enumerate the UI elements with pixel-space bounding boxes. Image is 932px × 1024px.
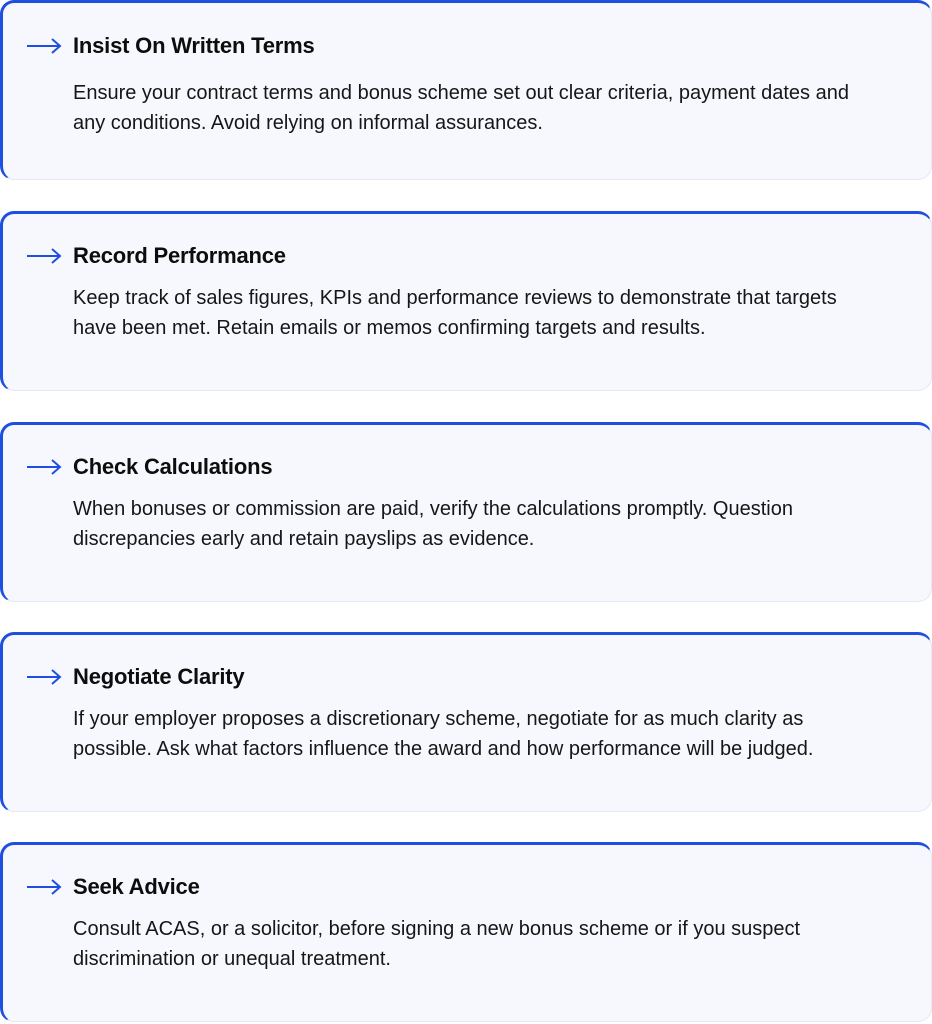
tip-body: If your employer proposes a discretionary scheme, negotiate for as much clarity as possible. Ask what factors influence the award and how performance will be judged. <box>73 708 814 760</box>
tip-title: Record Performance <box>73 243 286 268</box>
tip-card-seek-advice <box>0 842 932 1022</box>
tip-card-header <box>25 31 315 61</box>
arrow-right-icon <box>25 37 63 55</box>
tip-body: Ensure your contract terms and bonus scheme set out clear criteria, payment dates and any conditions. Avoid relying on informal assurances. <box>73 82 849 134</box>
tip-title: Insist On Written Terms <box>73 33 315 58</box>
tip-card-header <box>25 452 272 482</box>
arrow-right-icon <box>25 458 63 476</box>
tip-card-check-calculations <box>0 422 932 602</box>
tip-card-written-terms <box>0 0 932 180</box>
tip-card-header <box>25 241 286 271</box>
tip-card-record-performance <box>0 211 932 391</box>
tip-title: Seek Advice <box>73 874 200 899</box>
tip-card-header <box>25 872 200 902</box>
tip-body: Keep track of sales figures, KPIs and performance reviews to demonstrate that targets have been met. Retain emails or memos confirming targets and results. <box>73 287 837 339</box>
tip-title: Negotiate Clarity <box>73 664 245 689</box>
tip-card-header <box>25 662 244 692</box>
arrow-right-icon <box>25 668 63 686</box>
tip-card-negotiate-clarity <box>0 632 932 812</box>
tip-title: Check Calculations <box>73 454 273 479</box>
tip-body: Consult ACAS, or a solicitor, before signing a new bonus scheme or if you suspect discrimination or unequal treatment. <box>73 918 801 970</box>
tip-body: When bonuses or commission are paid, verify the calculations promptly. Question discrepancies early and retain payslips as evidence. <box>73 498 793 550</box>
arrow-right-icon <box>25 247 63 265</box>
arrow-right-icon <box>25 878 63 896</box>
